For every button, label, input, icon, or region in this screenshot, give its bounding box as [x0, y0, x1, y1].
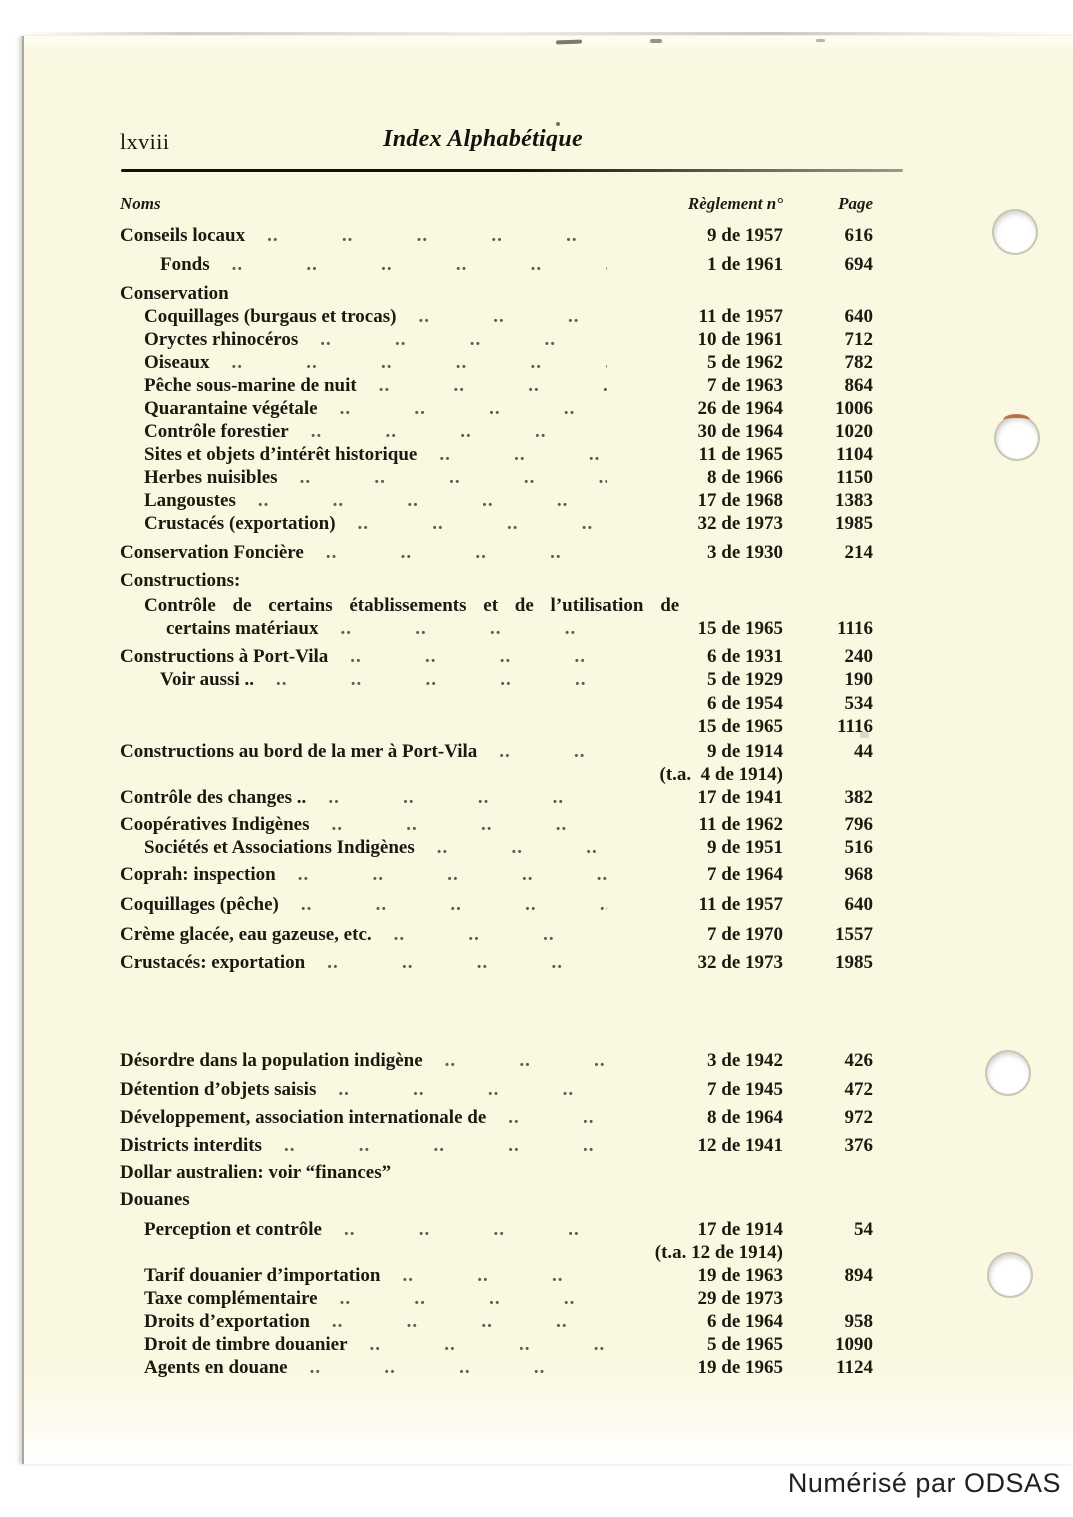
dot-leader — [242, 489, 607, 512]
entry-label: Crème glacée, eau gazeuse, etc. — [120, 924, 372, 945]
page-number: 44 — [854, 741, 873, 762]
reglement-number: 5 de 1929 — [707, 669, 783, 690]
dot-leader — [310, 541, 607, 564]
entry-label: Oiseaux — [144, 352, 210, 373]
column-header-page: Page — [838, 194, 873, 213]
entry-label: Constructions au bord de la mer à Port-Vila — [120, 741, 478, 762]
index-row — [120, 351, 873, 374]
page-number: 190 — [844, 669, 873, 690]
reglement-number — [613, 282, 783, 305]
page-number: 1006 — [835, 398, 873, 419]
page-number — [783, 282, 873, 305]
index-row — [120, 466, 873, 489]
dot-leader — [402, 305, 607, 328]
dot-leader — [312, 786, 607, 809]
page-number: 1383 — [835, 490, 873, 511]
scan-credit: Numérisé par ODSAS — [787, 1468, 1061, 1498]
page-number: 1104 — [836, 444, 873, 465]
reglement-number: 17 de 1968 — [697, 490, 783, 511]
reglement-number: 6 de 1954 — [707, 693, 783, 714]
index-row — [120, 715, 873, 738]
reglement-number: 11 de 1957 — [698, 894, 783, 915]
reglement-number: (t.a. 4 de 1914) — [659, 764, 783, 785]
index-row — [120, 253, 873, 276]
reglement-number: 5 de 1962 — [707, 352, 783, 373]
page-number: 616 — [844, 225, 873, 246]
page-title: Index Alphabétique — [383, 126, 583, 152]
index-row — [120, 1218, 873, 1241]
entry-label: Quarantaine végétale — [144, 398, 318, 419]
dot-leader — [295, 420, 607, 443]
reglement-number — [613, 1188, 783, 1211]
index-rows — [120, 224, 873, 1379]
index-row — [120, 893, 873, 916]
punch-hole — [996, 417, 1038, 459]
page-number: 1116 — [837, 716, 873, 737]
page-number: 534 — [844, 693, 873, 714]
entry-label: Conservation — [120, 283, 229, 304]
dot-leader — [423, 443, 607, 466]
entry-label: Perception et contrôle — [144, 1219, 322, 1240]
reglement-number: 8 de 1964 — [707, 1107, 783, 1128]
dot-leader — [378, 923, 607, 946]
index-row — [120, 1356, 873, 1379]
page-number: 968 — [844, 864, 873, 885]
entry-label: Langoustes — [144, 490, 236, 511]
page-top-edge — [26, 32, 1066, 35]
entry-label: Agents en douane — [144, 1357, 288, 1378]
index-row — [120, 443, 873, 466]
reglement-number: (t.a. 12 de 1914) — [654, 1242, 783, 1263]
dot-leader — [386, 1264, 607, 1287]
reglement-number: 26 de 1964 — [697, 398, 783, 419]
entry-label: Taxe complémentaire — [144, 1288, 318, 1309]
index-row — [120, 397, 873, 420]
reglement-number: 9 de 1914 — [707, 741, 783, 762]
page-number: 472 — [844, 1079, 873, 1100]
page-number: 972 — [844, 1107, 873, 1128]
index-row — [120, 1264, 873, 1287]
punch-hole — [994, 211, 1036, 253]
index-row — [120, 569, 873, 592]
dot-leader — [260, 668, 607, 691]
reglement-number: 9 de 1951 — [707, 837, 783, 858]
page-number — [783, 1241, 873, 1264]
index-row — [120, 1078, 873, 1101]
reglement-number: 32 de 1973 — [697, 513, 783, 534]
reglement-number: 17 de 1941 — [697, 787, 783, 808]
entry-label: Constructions: — [120, 570, 241, 591]
dot-leader — [342, 512, 607, 535]
entry-label: Crustacés (exportation) — [144, 513, 336, 534]
entry-label: Droit de timbre douanier — [144, 1334, 348, 1355]
index-row — [120, 541, 873, 564]
reglement-number: 8 de 1966 — [707, 467, 783, 488]
reglement-number: 1 de 1961 — [707, 254, 783, 275]
index-row — [120, 305, 873, 328]
dot-leader — [215, 351, 607, 374]
reglement-number: 3 de 1942 — [707, 1050, 783, 1071]
header-rule — [121, 169, 903, 172]
index-row — [120, 863, 873, 886]
entry-label: Herbes nuisibles — [144, 467, 278, 488]
reglement-number: 10 de 1961 — [697, 329, 783, 350]
index-row — [120, 740, 873, 763]
reglement-number: 5 de 1965 — [707, 1334, 783, 1355]
dot-leader — [251, 224, 607, 247]
index-row — [120, 692, 873, 715]
reglement-number: 6 de 1931 — [707, 646, 783, 667]
entry-label: Pêche sous-marine de nuit — [144, 375, 357, 396]
page-number: 1020 — [835, 421, 873, 442]
index-row — [120, 420, 873, 443]
index-row — [120, 224, 873, 247]
dot-leader — [421, 836, 607, 859]
index-row — [120, 923, 873, 946]
dot-leader — [282, 863, 607, 886]
dot-leader — [316, 1310, 607, 1333]
index-row — [120, 951, 873, 974]
dot-leader — [285, 893, 607, 916]
column-header-reglement: Règlement n° — [687, 194, 783, 213]
dot-leader — [284, 466, 607, 489]
reglement-number: 7 de 1945 — [707, 1079, 783, 1100]
page-number: 426 — [844, 1050, 873, 1071]
index-row — [120, 1333, 873, 1356]
reglement-number: 11 de 1965 — [698, 444, 783, 465]
entry-label: Districts interdits — [120, 1135, 262, 1156]
page-number: 516 — [844, 837, 873, 858]
index-row — [120, 282, 873, 305]
page-number: 382 — [844, 787, 873, 808]
punch-hole — [989, 1254, 1031, 1296]
index-row — [120, 328, 873, 351]
entry-label: Contrôle forestier — [144, 421, 289, 442]
entry-label: Sites et objets d’intérêt historique — [144, 444, 418, 465]
index-row — [120, 1310, 873, 1333]
reglement-number — [613, 1161, 783, 1184]
page-number: 894 — [844, 1265, 873, 1286]
page-number: 1985 — [835, 952, 873, 973]
reglement-number: 19 de 1965 — [697, 1357, 783, 1378]
dot-leader — [315, 813, 607, 836]
index-row — [120, 668, 873, 691]
dot-leader — [324, 617, 607, 640]
reglement-number: 3 de 1930 — [707, 542, 783, 563]
reglement-number — [613, 569, 783, 592]
reglement-number: 29 de 1973 — [697, 1288, 783, 1309]
reglement-number: 30 de 1964 — [697, 421, 783, 442]
index-row — [120, 1241, 873, 1264]
index-row — [120, 763, 873, 786]
index-row — [120, 1049, 873, 1072]
folio-number: lxviii — [120, 129, 170, 154]
page-number: 958 — [844, 1311, 873, 1332]
page-number: 1557 — [835, 924, 873, 945]
page-number: 54 — [854, 1219, 873, 1240]
page-number — [783, 1161, 873, 1184]
entry-label: Conseils locaux — [120, 225, 246, 246]
index-row — [120, 1134, 873, 1157]
page-number: 782 — [844, 352, 873, 373]
index-row — [120, 374, 873, 397]
page-number: 640 — [844, 306, 873, 327]
page-number — [783, 1188, 873, 1211]
dot-leader — [492, 1106, 607, 1129]
index-row — [120, 786, 873, 809]
page-number: 712 — [844, 329, 873, 350]
reglement-number: 15 de 1965 — [697, 618, 783, 639]
punch-hole — [987, 1052, 1029, 1094]
index-row — [120, 512, 873, 535]
reglement-number: 17 de 1914 — [697, 1219, 783, 1240]
page-number: 694 — [844, 254, 873, 275]
reglement-number: 7 de 1964 — [707, 864, 783, 885]
reglement-number: 12 de 1941 — [697, 1135, 783, 1156]
entry-label: Dollar australien: voir “finances” — [120, 1162, 392, 1183]
index-row — [120, 1287, 873, 1310]
entry-label: Désordre dans la population indigène — [120, 1050, 423, 1071]
reglement-number: 6 de 1964 — [707, 1311, 783, 1332]
page-number: 1116 — [837, 618, 873, 639]
reglement-number: 7 de 1970 — [707, 924, 783, 945]
index-row — [120, 489, 873, 512]
entry-label: Conservation Foncière — [120, 542, 304, 563]
entry-label: Contrôle des changes .. — [120, 787, 307, 808]
dot-leader — [268, 1134, 607, 1157]
page-number: 1090 — [835, 1334, 873, 1355]
column-headers — [120, 194, 873, 214]
entry-label: Coprah: inspection — [120, 864, 276, 885]
dot-leader — [363, 374, 607, 397]
dot-leader — [328, 1218, 607, 1241]
index-row — [120, 813, 873, 836]
dot-leader — [324, 1287, 607, 1310]
entry-label: Coquillages (pêche) — [120, 894, 279, 915]
index-row — [120, 1161, 873, 1184]
entry-label: Crustacés: exportation — [120, 952, 306, 973]
scan-artifact — [650, 39, 662, 43]
page-number — [783, 763, 873, 786]
index-row — [120, 617, 873, 640]
page-number — [783, 569, 873, 592]
dot-leader — [324, 397, 607, 420]
reglement-number: 9 de 1957 — [707, 225, 783, 246]
entry-label: Constructions à Port-Vila — [120, 646, 329, 667]
entry-label: Détention d’objets saisis — [120, 1079, 317, 1100]
index-row — [120, 594, 873, 617]
index-row — [120, 836, 873, 859]
entry-label: Fonds — [160, 254, 210, 275]
page-number: 1150 — [836, 467, 873, 488]
dot-leader — [354, 1333, 607, 1356]
page-number: 1985 — [835, 513, 873, 534]
page-number: 214 — [844, 542, 873, 563]
dot-leader — [429, 1049, 607, 1072]
entry-label: certains matériaux — [166, 618, 319, 639]
reglement-number: 11 de 1957 — [698, 306, 783, 327]
dot-leader — [216, 253, 607, 276]
index-row — [120, 1106, 873, 1129]
entry-label: Oryctes rhinocéros — [144, 329, 299, 350]
entry-label: Contrôle de certains établissements et de l’utilisation de — [144, 595, 680, 616]
reglement-number: 11 de 1962 — [698, 814, 783, 835]
page-number: 1124 — [836, 1357, 873, 1378]
entry-label: Tarif douanier d’importation — [144, 1265, 381, 1286]
page-number: 864 — [844, 375, 873, 396]
page-number — [783, 1287, 873, 1310]
scan-artifact — [816, 39, 825, 42]
dot-leader — [334, 645, 607, 668]
reglement-number: 15 de 1965 — [697, 716, 783, 737]
entry-label: Douanes — [120, 1189, 190, 1210]
entry-label: Développement, association internationale de — [120, 1107, 487, 1128]
page-number: 796 — [844, 814, 873, 835]
dot-leader — [304, 328, 607, 351]
dot-leader — [322, 1078, 607, 1101]
dot-leader — [294, 1356, 607, 1379]
entry-label: Sociétés et Associations Indigènes — [144, 837, 415, 858]
reglement-number: 19 de 1963 — [697, 1265, 783, 1286]
index-row — [120, 645, 873, 668]
entry-label: Coquillages (burgaus et trocas) — [144, 306, 397, 327]
reglement-number: 32 de 1973 — [697, 952, 783, 973]
reglement-number: 7 de 1963 — [707, 375, 783, 396]
dot-leader — [483, 740, 607, 763]
entry-label: Voir aussi .. — [160, 669, 254, 690]
dot-leader — [311, 951, 607, 974]
entry-label: Droits d’exportation — [144, 1311, 310, 1332]
page-number: 240 — [844, 646, 873, 667]
rust-mark — [1003, 414, 1030, 426]
column-header-noms: Noms — [120, 194, 161, 213]
index-row — [120, 1188, 873, 1211]
page-number: 376 — [844, 1135, 873, 1156]
entry-label: Coopératives Indigènes — [120, 814, 310, 835]
page-number: 640 — [844, 894, 873, 915]
